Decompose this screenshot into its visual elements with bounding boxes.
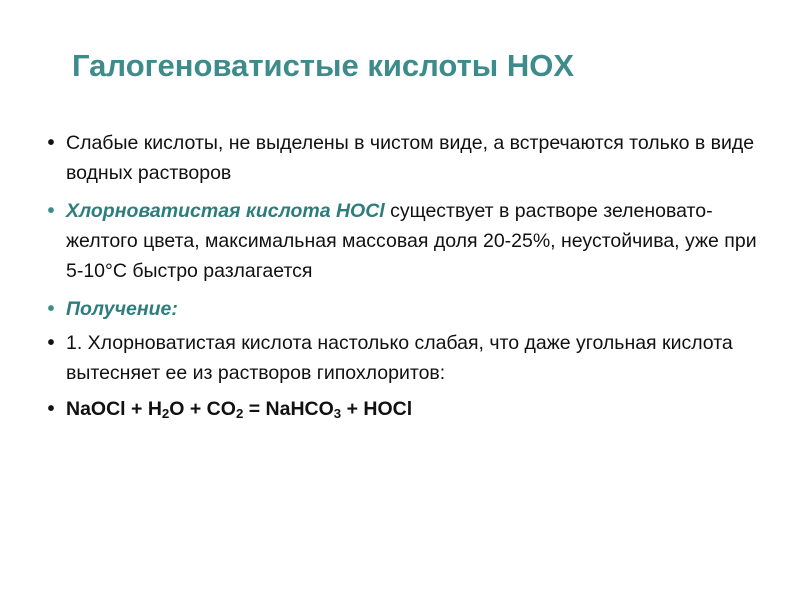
list-item-text: Слабые кислоты, не выделены в чистом виде, а встречаются только в виде водных растворов [66, 132, 755, 184]
list-item-text: Получение: [66, 298, 178, 320]
equation-segment: O + CO [169, 398, 236, 420]
equation-subscript: 2 [161, 405, 170, 421]
list-item-text [66, 196, 766, 286]
bullet-icon: • [47, 200, 55, 222]
slide-content [36, 128, 766, 429]
equation-segment: NaOCl + H [66, 398, 162, 420]
bullet-icon: • [47, 298, 55, 320]
bullet-icon: • [47, 332, 55, 354]
highlight-term: Хлорноватистая кислота HOCl [66, 200, 385, 222]
bullet-icon: • [47, 132, 55, 154]
list-item-rest: существует в растворе зеленовато-желтого цвета, максимальная массовая доля 20-25%, неустойчива, уже при 5-10°С быстро разлагается [66, 200, 757, 282]
page-title: Галогеноватистые кислоты HOX [72, 48, 575, 83]
bullet-icon: • [47, 398, 55, 420]
equation-segment: = NaHCO [243, 398, 334, 420]
list-item [36, 394, 766, 429]
list-item [36, 328, 766, 388]
equation-subscript: 2 [235, 405, 244, 421]
list-item [36, 196, 766, 286]
equation-segment: + HOCl [341, 398, 413, 420]
list-item [36, 128, 766, 188]
chemical-equation [66, 394, 766, 429]
list-item-text: 1. Хлорноватистая кислота настолько слабая, что даже угольная кислота вытесняет ее из растворов гипохлоритов: [66, 332, 733, 384]
equation-subscript: 3 [333, 405, 342, 421]
list-item [36, 294, 766, 324]
